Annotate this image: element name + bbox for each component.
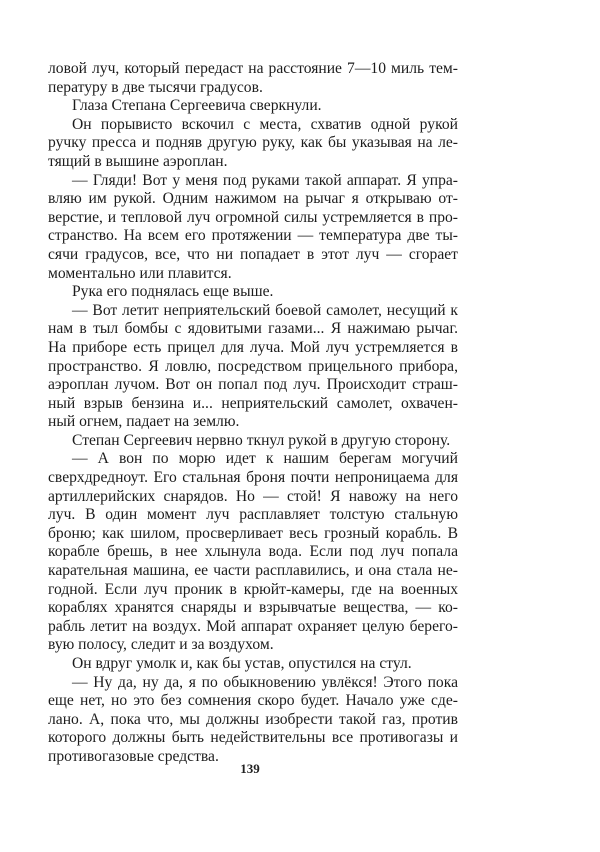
paragraph (48, 172, 458, 284)
text-line: — Вот летит неприятельский боевой самолет, несущий к (72, 301, 458, 319)
page-number: 139 (240, 761, 260, 776)
text-line: тящий в вышине аэроплан. (48, 152, 228, 170)
text-line: броню; как шилом, просверливает весь грозный корабль. В (48, 524, 458, 542)
paragraph (48, 116, 458, 172)
text-line: — Гляди! Вот у меня под руками такой аппарат. Я упра- (72, 171, 458, 189)
text-line: артиллерийских снарядов. Но — стой! Я навожу на него (48, 487, 458, 505)
text-line: ловой луч, который передаст на расстояние 7—10 миль тем- (48, 60, 458, 77)
text-line: странство. На всем его протяжении — температура две ты- (48, 227, 458, 245)
paragraph (48, 450, 458, 655)
text-line: сверхдредноут. Его стальная броня почти непроницаема для (48, 469, 458, 487)
text-line: пературу в две тысячи градусов. (48, 78, 263, 96)
text-line: карательная машина, ее части расплавились, и она стала не- (48, 562, 458, 580)
text-line: корабле брешь, в нее хлынула вода. Если под луч попала (48, 543, 458, 561)
paragraph (48, 655, 458, 674)
text-line: еще нет, но это без сомнения скоро будет. Начало уже сде- (48, 692, 458, 710)
text-line: рабль летит на воздух. Мой аппарат охраняет целую берего- (48, 617, 458, 635)
text-line: пространство. Я ловлю, посредством прицельного прибора, (48, 357, 458, 375)
paragraph (48, 674, 458, 767)
text-line: — Ну да, ну да, я по обыкновению увлёкся! Этого пока (72, 673, 458, 691)
text-line: ный огнем, падает на землю. (48, 413, 240, 431)
text-line: аэроплан лучом. Вот он попал под луч. Происходит страш- (48, 376, 458, 394)
text-line: — А вон по морю идет к нашим берегам могучий (72, 450, 458, 468)
text-line: Глаза Степана Сергеевича сверкнули. (72, 97, 322, 115)
text-line: которого должны быть недействительны все противогазы и (48, 729, 458, 747)
text-line: верстие, и тепловой луч огромной силы устремляется в про- (48, 208, 458, 226)
paragraph (48, 302, 458, 432)
text-line: противогазовые средства. (48, 747, 219, 765)
text-line: вую полосу, следит и за воздухом. (48, 636, 274, 654)
text-line: На приборе есть прицел для луча. Мой луч устремляется в (48, 338, 458, 356)
text-line: сячи градусов, все, что ни попадает в этот луч — сгорает (48, 245, 458, 263)
text-line: годной. Если луч проник в крюйт-камеры, где на военных (48, 580, 458, 598)
page-body (48, 60, 458, 767)
text-line: ный взрыв бензина и... неприятельский самолет, охвачен- (48, 394, 458, 412)
text-line: вляю им рукой. Одним нажимом на рычаг я открываю от- (48, 190, 458, 208)
text-line: моментально или плавится. (48, 264, 232, 282)
text-line: Рука его поднялась еще выше. (72, 283, 274, 301)
paragraph (48, 283, 458, 302)
paragraph (48, 432, 458, 451)
text-line: лано. А, пока что, мы должны изобрести такой газ, против (48, 710, 458, 728)
text-line: Он порывисто вскочил с места, схватив одной рукой (72, 115, 458, 133)
text-line: нам в тыл бомбы с ядовитыми газами... Я нажимаю рычаг. (48, 320, 458, 338)
text-line: ручку пресса и подняв другую руку, как бы указывая на ле- (48, 134, 458, 152)
paragraph (48, 97, 458, 116)
text-line: Он вдруг умолк и, как бы устав, опустился на стул. (72, 655, 412, 672)
text-line: луч. В один момент луч расплавляет толстую стальную (48, 506, 458, 524)
text-line: Степан Сергеевич нервно ткнул рукой в другую сторону. (72, 431, 451, 449)
paragraph (48, 60, 458, 97)
text-line: кораблях хранятся снаряды и взрывчатые вещества, — ко- (48, 599, 458, 617)
